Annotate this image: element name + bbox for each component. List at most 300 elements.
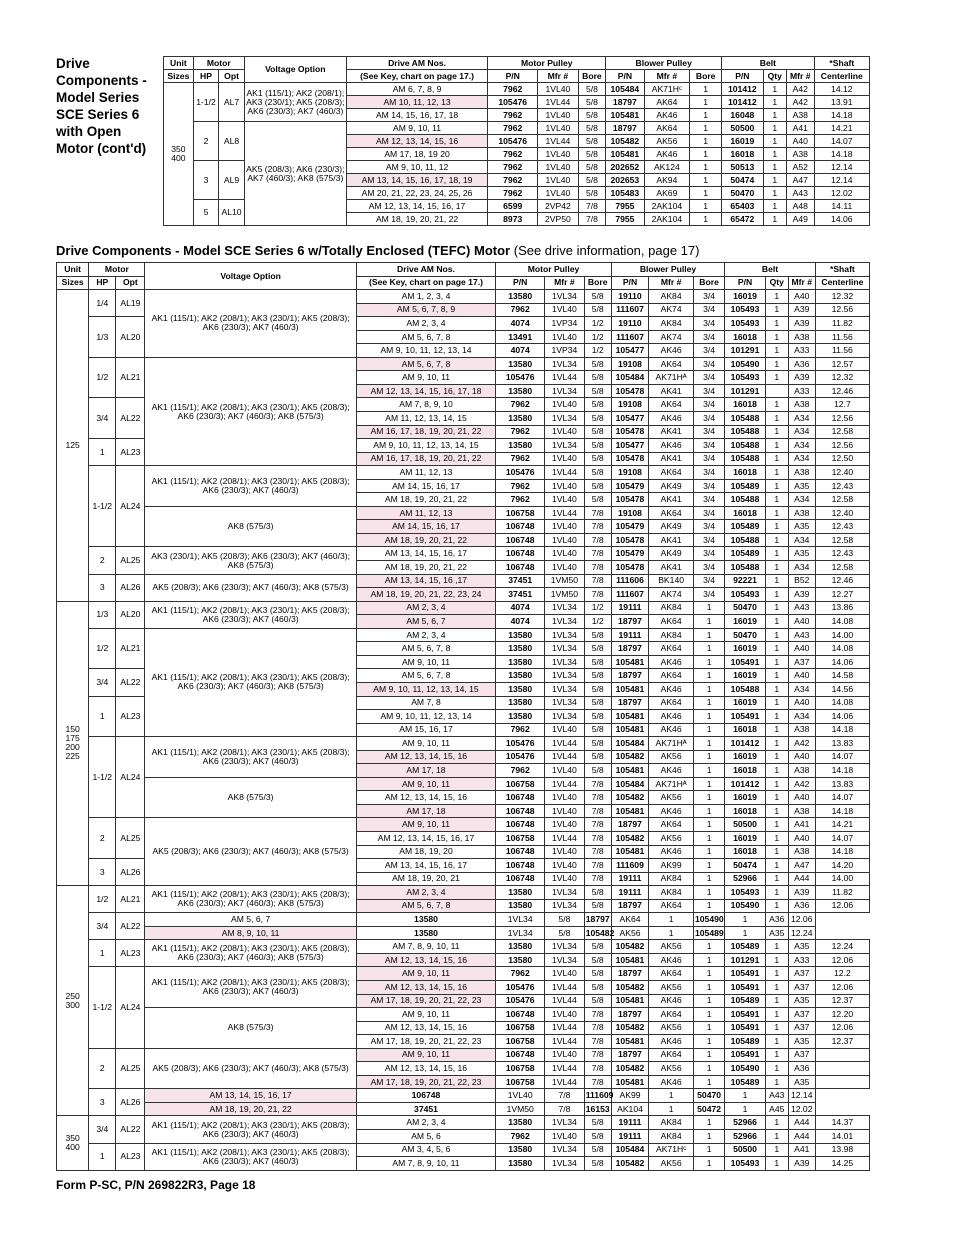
drive-am-cell: AM 9, 10, 11, 12, 13, 14 [356,710,495,724]
motor-pulley-mfr: 1VL34 [545,1143,585,1157]
blower-pulley-mfr: AK84 [649,628,694,642]
blower-pulley-mfr: AK41 [649,452,694,466]
blower-pulley-mfr: AK46 [649,1035,694,1049]
drive-am-cell: AM 7, 8 [356,696,495,710]
blower-pulley-pn: 105482 [611,1062,648,1076]
belt-qty: 1 [765,520,788,534]
drive-am-cell: AM 17, 18, 19, 20, 21, 22, 23 [356,1035,495,1049]
blower-pulley-mfr: AK64 [649,967,694,981]
shaft-centerline: 12.40 [815,466,869,480]
belt-mfr: A35 [765,926,788,940]
motor-pulley-mfr: 2VP50 [538,213,578,226]
blower-pulley-mfr: AK46 [649,845,694,859]
motor-pulley-mfr: 1VL34 [545,669,585,683]
belt-mfr: A34 [788,682,815,696]
belt-qty: 1 [765,371,788,385]
belt-pn: 50500 [725,1143,766,1157]
header-pn: P/N [606,70,644,83]
motor-pulley-bore: 5/8 [584,669,611,683]
motor-pulley-pn: 105476 [496,737,545,751]
belt-qty: 1 [765,1021,788,1035]
belt-pn: 50500 [725,818,766,832]
opt-cell: AL26 [116,574,145,601]
drive-am-cell: AM 9, 10, 11 [356,1048,495,1062]
belt-pn: 105489 [725,479,766,493]
header-mfr: Mfr # [538,70,578,83]
belt-pn: 101412 [722,83,763,96]
motor-pulley-bore: 5/8 [584,1143,611,1157]
belt-pn: 101291 [725,384,766,398]
blower-pulley-pn: 105479 [611,479,648,493]
motor-pulley-pn: 13580 [496,412,545,426]
belt-pn: 16019 [725,750,766,764]
blower-pulley-pn: 105484 [611,777,648,791]
motor-pulley-mfr: 1VL40 [538,83,578,96]
shaft-centerline: 14.11 [814,200,869,213]
motor-pulley-pn: 106748 [496,1008,545,1022]
blower-pulley-pn: 105481 [611,710,648,724]
motor-pulley-mfr: 1VL44 [545,980,585,994]
shaft-centerline: 14.21 [814,122,869,135]
motor-pulley-pn: 106748 [496,1048,545,1062]
motor-pulley-mfr: 1VL44 [545,777,585,791]
opt-cell: AL22 [116,913,145,940]
motor-pulley-bore: 7/8 [584,872,611,886]
motor-pulley-bore: 5/8 [584,1130,611,1144]
motor-pulley-mfr: 1VP34 [545,344,585,358]
blower-pulley-pn: 19111 [611,886,648,900]
opt-cell: AL9 [219,161,245,200]
belt-qty: 1 [765,357,788,371]
motor-pulley-bore: 5/8 [584,710,611,724]
unit-size-cell: 250 300 [57,886,89,1116]
belt-pn: 16018 [725,466,766,480]
motor-pulley-pn: 106748 [496,533,545,547]
drive-am-cell: AM 18, 19, 20, 21 [356,872,495,886]
drive-am-cell: AM 20, 21, 22, 23, 24, 25, 26 [346,187,487,200]
belt-pn: 105490 [725,899,766,913]
blower-pulley-mfr: AK49 [649,520,694,534]
belt-mfr: A33 [788,344,815,358]
belt-pn: 52966 [725,1116,766,1130]
hp-cell: 3 [89,574,116,601]
motor-pulley-bore: 5/8 [584,1157,611,1171]
table-row [57,1089,870,1103]
motor-pulley-mfr: 1VL34 [545,1157,585,1171]
blower-pulley-mfr: AK84 [649,886,694,900]
blower-pulley-bore: 3/4 [693,371,724,385]
motor-pulley-bore: 7/8 [584,533,611,547]
table-row [57,777,870,791]
header-qty: Qty [765,276,788,290]
motor-pulley-pn: 7962 [496,967,545,981]
blower-pulley-bore: 1 [693,831,724,845]
belt-mfr: A38 [788,398,815,412]
shaft-centerline: 12.40 [815,506,869,520]
blower-pulley-bore: 1 [690,96,722,109]
header-belt: Belt [725,263,816,277]
hp-cell: 1-1/2 [89,737,116,818]
voltage-option-cell: AK5 (208/3); AK6 (230/3); AK7 (460/3); AK8 (575/3) [145,574,356,601]
hp-cell: 1 [89,940,116,967]
drive-am-cell: AM 9, 10, 11, 12, 13, 14, 15 [356,439,495,453]
shaft-centerline: 14.25 [815,1157,869,1171]
belt-qty: 1 [763,135,786,148]
voltage-option-cell: AK8 (575/3) [145,506,356,547]
belt-qty: 1 [765,818,788,832]
motor-pulley-pn: 106748 [496,791,545,805]
motor-pulley-pn: 7962 [488,161,538,174]
drive-am-cell: AM 9, 10, 11, 12 [346,161,487,174]
drive-am-cell: AM 17, 18 [356,804,495,818]
blower-pulley-bore: 1 [693,1048,724,1062]
belt-mfr: A39 [788,371,815,385]
blower-pulley-bore: 3/4 [693,317,724,331]
shaft-centerline: 12.06 [815,980,869,994]
drive-am-cell: AM 9, 10, 11, 12, 13, 14, 15 [356,682,495,696]
belt-qty: 1 [763,161,786,174]
drive-am-cell: AM 9, 10, 11 [356,1008,495,1022]
voltage-option-cell: AK1 (115/1); AK2 (208/1); AK3 (230/1); AK5 (208/3); AK6 (230/3); AK7 (460/3); AK8 (575/3) [145,628,356,736]
blower-pulley-bore: 1 [693,628,724,642]
shaft-centerline: 12.27 [815,588,869,602]
blower-pulley-pn: 111607 [611,588,648,602]
shaft-centerline: 14.18 [815,723,869,737]
blower-pulley-mfr: AK46 [649,344,694,358]
shaft-centerline: 12.14 [814,174,869,187]
blower-pulley-bore: 1 [693,750,724,764]
blower-pulley-pn: 18797 [611,818,648,832]
blower-pulley-pn: 105481 [606,148,644,161]
hp-cell: 1/2 [89,357,116,398]
motor-pulley-bore: 5/8 [584,1116,611,1130]
motor-pulley-mfr: 2VP42 [538,200,578,213]
drive-am-cell: AM 13, 14, 15, 16, 17 [145,1089,356,1103]
blower-pulley-mfr: AK84 [649,1116,694,1130]
motor-pulley-pn: 106748 [496,561,545,575]
blower-pulley-bore: 1 [690,174,722,187]
belt-pn: 105488 [725,452,766,466]
motor-pulley-mfr: 1VL40 [545,791,585,805]
header-qty: Qty [763,70,786,83]
motor-pulley-mfr: 1VL44 [545,737,585,751]
hp-cell: 1/3 [89,601,116,628]
belt-pn: 101412 [722,96,763,109]
belt-qty: 1 [765,547,788,561]
motor-pulley-bore: 5/8 [584,737,611,751]
drive-am-cell: AM 8, 9, 10, 11 [145,926,356,940]
motor-pulley-mfr: 1VL40 [538,161,578,174]
header-bore: Bore [578,70,606,83]
hp-cell: 1 [89,696,116,737]
blower-pulley-bore: 1 [693,764,724,778]
motor-pulley-pn: 106758 [496,506,545,520]
belt-qty: 1 [763,96,786,109]
blower-pulley-mfr: AK74 [649,303,694,317]
motor-pulley-bore: 7/8 [584,1035,611,1049]
belt-qty: 1 [765,330,788,344]
motor-pulley-mfr: 1VL40 [496,1089,545,1103]
blower-pulley-mfr: AK46 [649,723,694,737]
hp-cell: 1-1/2 [193,83,219,122]
opt-cell: AL22 [116,669,145,696]
motor-pulley-bore: 5/8 [584,628,611,642]
blower-pulley-bore: 1 [693,994,724,1008]
header-shaft1: *Shaft [814,57,869,70]
blower-pulley-mfr: AK71Hᴬ [649,371,694,385]
footer: Form P-SC, P/N 269822R3, Page 18 [56,1178,256,1192]
blower-pulley-pn: 18797 [611,669,648,683]
hp-cell: 1 [89,1143,116,1170]
header-sizes: Sizes [164,70,194,83]
blower-pulley-mfr: AK46 [644,109,690,122]
blower-pulley-pn: 111606 [611,574,648,588]
belt-qty: 1 [763,148,786,161]
blower-pulley-mfr: AK56 [644,135,690,148]
motor-pulley-bore: 7/8 [584,561,611,575]
blower-pulley-pn: 105482 [606,135,644,148]
motor-pulley-pn: 106748 [496,872,545,886]
belt-mfr: A39 [788,303,815,317]
motor-pulley-pn: 7962 [496,425,545,439]
motor-pulley-mfr: 1VL44 [538,135,578,148]
belt-mfr: A40 [786,135,814,148]
blower-pulley-mfr: AK49 [649,479,694,493]
table-row [57,466,870,480]
blower-pulley-mfr: AK46 [649,764,694,778]
blower-pulley-pn: 111607 [611,330,648,344]
motor-pulley-pn: 4074 [496,615,545,629]
motor-pulley-bore: 5/8 [578,187,606,200]
blower-pulley-pn: 105481 [611,804,648,818]
blower-pulley-bore: 3/4 [693,330,724,344]
motor-pulley-pn: 105476 [496,371,545,385]
motor-pulley-bore: 5/8 [578,109,606,122]
table-row [57,506,870,520]
motor-pulley-bore: 1/2 [584,317,611,331]
table-row [57,967,870,981]
blower-pulley-mfr: AK41 [649,533,694,547]
blower-pulley-bore: 1 [693,1143,724,1157]
blower-pulley-pn: 105481 [611,953,648,967]
blower-pulley-mfr: AK56 [649,750,694,764]
motor-pulley-bore: 7/8 [584,506,611,520]
blower-pulley-pn: 7955 [606,200,644,213]
motor-pulley-bore: 5/8 [584,290,611,304]
belt-pn: 105488 [725,533,766,547]
blower-pulley-bore: 1 [693,696,724,710]
shaft-centerline: 14.18 [815,764,869,778]
belt-qty: 1 [725,1089,766,1103]
belt-mfr: A36 [788,357,815,371]
unit-size-cell: 150 175 200 225 [57,601,89,885]
motor-pulley-mfr: 1VL40 [538,109,578,122]
blower-pulley-mfr: AK56 [611,926,648,940]
blower-pulley-pn: 18797 [611,1048,648,1062]
opt-cell: AL21 [116,886,145,913]
motor-pulley-bore: 5/8 [584,412,611,426]
motor-pulley-mfr: 1VL40 [545,845,585,859]
drive-am-cell: AM 7, 8, 9, 10 [356,398,495,412]
belt-qty: 1 [765,1157,788,1171]
drive-am-cell: AM 12, 13, 14, 15, 16 [356,953,495,967]
belt-qty: 1 [763,213,786,226]
motor-pulley-bore: 7/8 [584,818,611,832]
hp-cell: 1-1/2 [89,466,116,547]
drive-am-cell: AM 9, 10, 11 [356,655,495,669]
blower-pulley-mfr: AK64 [649,818,694,832]
opt-cell: AL21 [116,628,145,669]
shaft-centerline: 12.50 [815,452,869,466]
blower-pulley-mfr: AK64 [649,398,694,412]
belt-mfr: A52 [786,161,814,174]
motor-pulley-mfr: 1VL44 [545,506,585,520]
belt-qty: 1 [765,439,788,453]
belt-qty: 1 [763,83,786,96]
belt-mfr: A48 [786,200,814,213]
opt-cell: AL25 [116,547,145,574]
motor-pulley-pn: 6599 [488,200,538,213]
section-note: (See drive information, page 17) [513,243,700,258]
belt-pn: 105493 [725,371,766,385]
motor-pulley-pn: 13580 [496,1157,545,1171]
belt-qty: 1 [765,588,788,602]
belt-pn: 50470 [725,601,766,615]
motor-pulley-mfr: 1VL44 [545,994,585,1008]
blower-pulley-pn: 105478 [611,425,648,439]
shaft-centerline: 12.58 [815,493,869,507]
voltage-option-cell: AK3 (230/1); AK5 (208/3); AK6 (230/3); AK7 (460/3); AK8 (575/3) [145,547,356,574]
motor-pulley-mfr: 1VL34 [545,412,585,426]
motor-pulley-pn: 13580 [496,710,545,724]
blower-pulley-pn: 18797 [611,696,648,710]
motor-pulley-bore: 5/8 [584,439,611,453]
blower-pulley-mfr: AK46 [649,412,694,426]
belt-mfr: A37 [788,1021,815,1035]
motor-pulley-bore: 5/8 [578,83,606,96]
belt-pn: 105488 [725,412,766,426]
belt-mfr: A34 [788,533,815,547]
opt-cell: AL23 [116,1143,145,1170]
blower-pulley-mfr: AK64 [611,913,648,927]
blower-pulley-pn: 19111 [611,601,648,615]
motor-pulley-pn: 106748 [496,804,545,818]
motor-pulley-mfr: 1VM50 [496,1102,545,1116]
opt-cell: AL26 [116,1089,145,1116]
motor-pulley-mfr: 1VL34 [545,357,585,371]
opt-cell: AL20 [116,317,145,358]
blower-pulley-bore: 1 [693,669,724,683]
blower-pulley-mfr: AK56 [649,940,694,954]
blower-pulley-mfr: AK46 [649,439,694,453]
blower-pulley-mfr: 2AK104 [644,213,690,226]
shaft-centerline: 14.06 [815,710,869,724]
belt-mfr: A43 [786,187,814,200]
belt-mfr: A37 [788,980,815,994]
blower-pulley-bore: 1 [693,601,724,615]
belt-qty: 1 [765,845,788,859]
belt-qty: 1 [725,1102,766,1116]
motor-pulley-bore: 7/8 [584,1075,611,1089]
shaft-centerline: 14.07 [815,791,869,805]
motor-pulley-bore: 5/8 [584,994,611,1008]
blower-pulley-pn: 19110 [611,290,648,304]
blower-pulley-bore: 1 [693,1021,724,1035]
blower-pulley-pn: 105477 [611,344,648,358]
shaft-centerline: 12.32 [815,290,869,304]
table-row [57,601,870,615]
belt-qty: 1 [765,899,788,913]
belt-mfr: A34 [788,412,815,426]
belt-mfr: B52 [788,574,815,588]
motor-pulley-mfr: 1VL40 [545,1048,585,1062]
motor-pulley-pn: 106748 [496,818,545,832]
blower-pulley-bore: 3/4 [693,357,724,371]
shaft-centerline: 11.56 [815,330,869,344]
motor-pulley-mfr: 1VL34 [545,655,585,669]
blower-pulley-pn: 18797 [611,967,648,981]
motor-pulley-mfr: 1VL34 [545,682,585,696]
motor-pulley-bore: 7/8 [584,1062,611,1076]
motor-pulley-bore: 5/8 [578,161,606,174]
blower-pulley-pn: 105481 [611,1035,648,1049]
blower-pulley-bore: 1 [690,122,722,135]
motor-pulley-pn: 13580 [496,357,545,371]
header-shaft1: *Shaft [815,263,869,277]
voltage-option-cell: AK1 (115/1); AK2 (208/1); AK3 (230/1); AK5 (208/3); AK6 (230/3); AK7 (460/3) [145,290,356,358]
blower-pulley-bore: 3/4 [693,493,724,507]
motor-pulley-mfr: 1VL34 [545,886,585,900]
drive-am-cell: AM 12, 13, 14, 15, 16 [356,750,495,764]
shaft-centerline: 14.56 [815,682,869,696]
blower-pulley-mfr: AK74 [649,588,694,602]
belt-mfr: A41 [786,122,814,135]
belt-qty: 1 [765,710,788,724]
shaft-centerline: 14.08 [815,642,869,656]
belt-mfr: A42 [788,777,815,791]
shaft-centerline: 12.14 [788,1089,815,1103]
motor-pulley-bore: 5/8 [578,174,606,187]
drive-am-cell: AM 18, 19, 20, 21, 22 [356,533,495,547]
opt-cell: AL10 [219,200,245,226]
drive-am-cell: AM 18, 19, 20 [356,845,495,859]
blower-pulley-mfr: AK64 [649,899,694,913]
motor-pulley-mfr: 1VL34 [545,1116,585,1130]
blower-pulley-pn: 18797 [606,96,644,109]
blower-pulley-pn: 19108 [611,466,648,480]
blower-pulley-bore: 1 [693,818,724,832]
blower-pulley-mfr: AK56 [649,1062,694,1076]
belt-qty: 1 [765,1035,788,1049]
blower-pulley-mfr: AK71Hᶜ [644,83,690,96]
belt-pn: 16048 [722,109,763,122]
blower-pulley-pn: 105478 [611,384,648,398]
belt-qty: 1 [765,831,788,845]
motor-pulley-mfr: 1VL40 [545,967,585,981]
shaft-centerline: 14.18 [815,845,869,859]
belt-qty: 1 [765,764,788,778]
blower-pulley-bore: 1 [693,859,724,873]
table-row [57,1143,870,1157]
belt-pn: 16019 [725,696,766,710]
belt-mfr: A37 [788,967,815,981]
motor-pulley-bore: 5/8 [578,96,606,109]
motor-pulley-pn: 7962 [496,479,545,493]
motor-pulley-pn: 106748 [496,547,545,561]
motor-pulley-pn: 13580 [496,384,545,398]
belt-pn: 52966 [725,1130,766,1144]
header-voltage: Voltage Option [244,57,346,83]
